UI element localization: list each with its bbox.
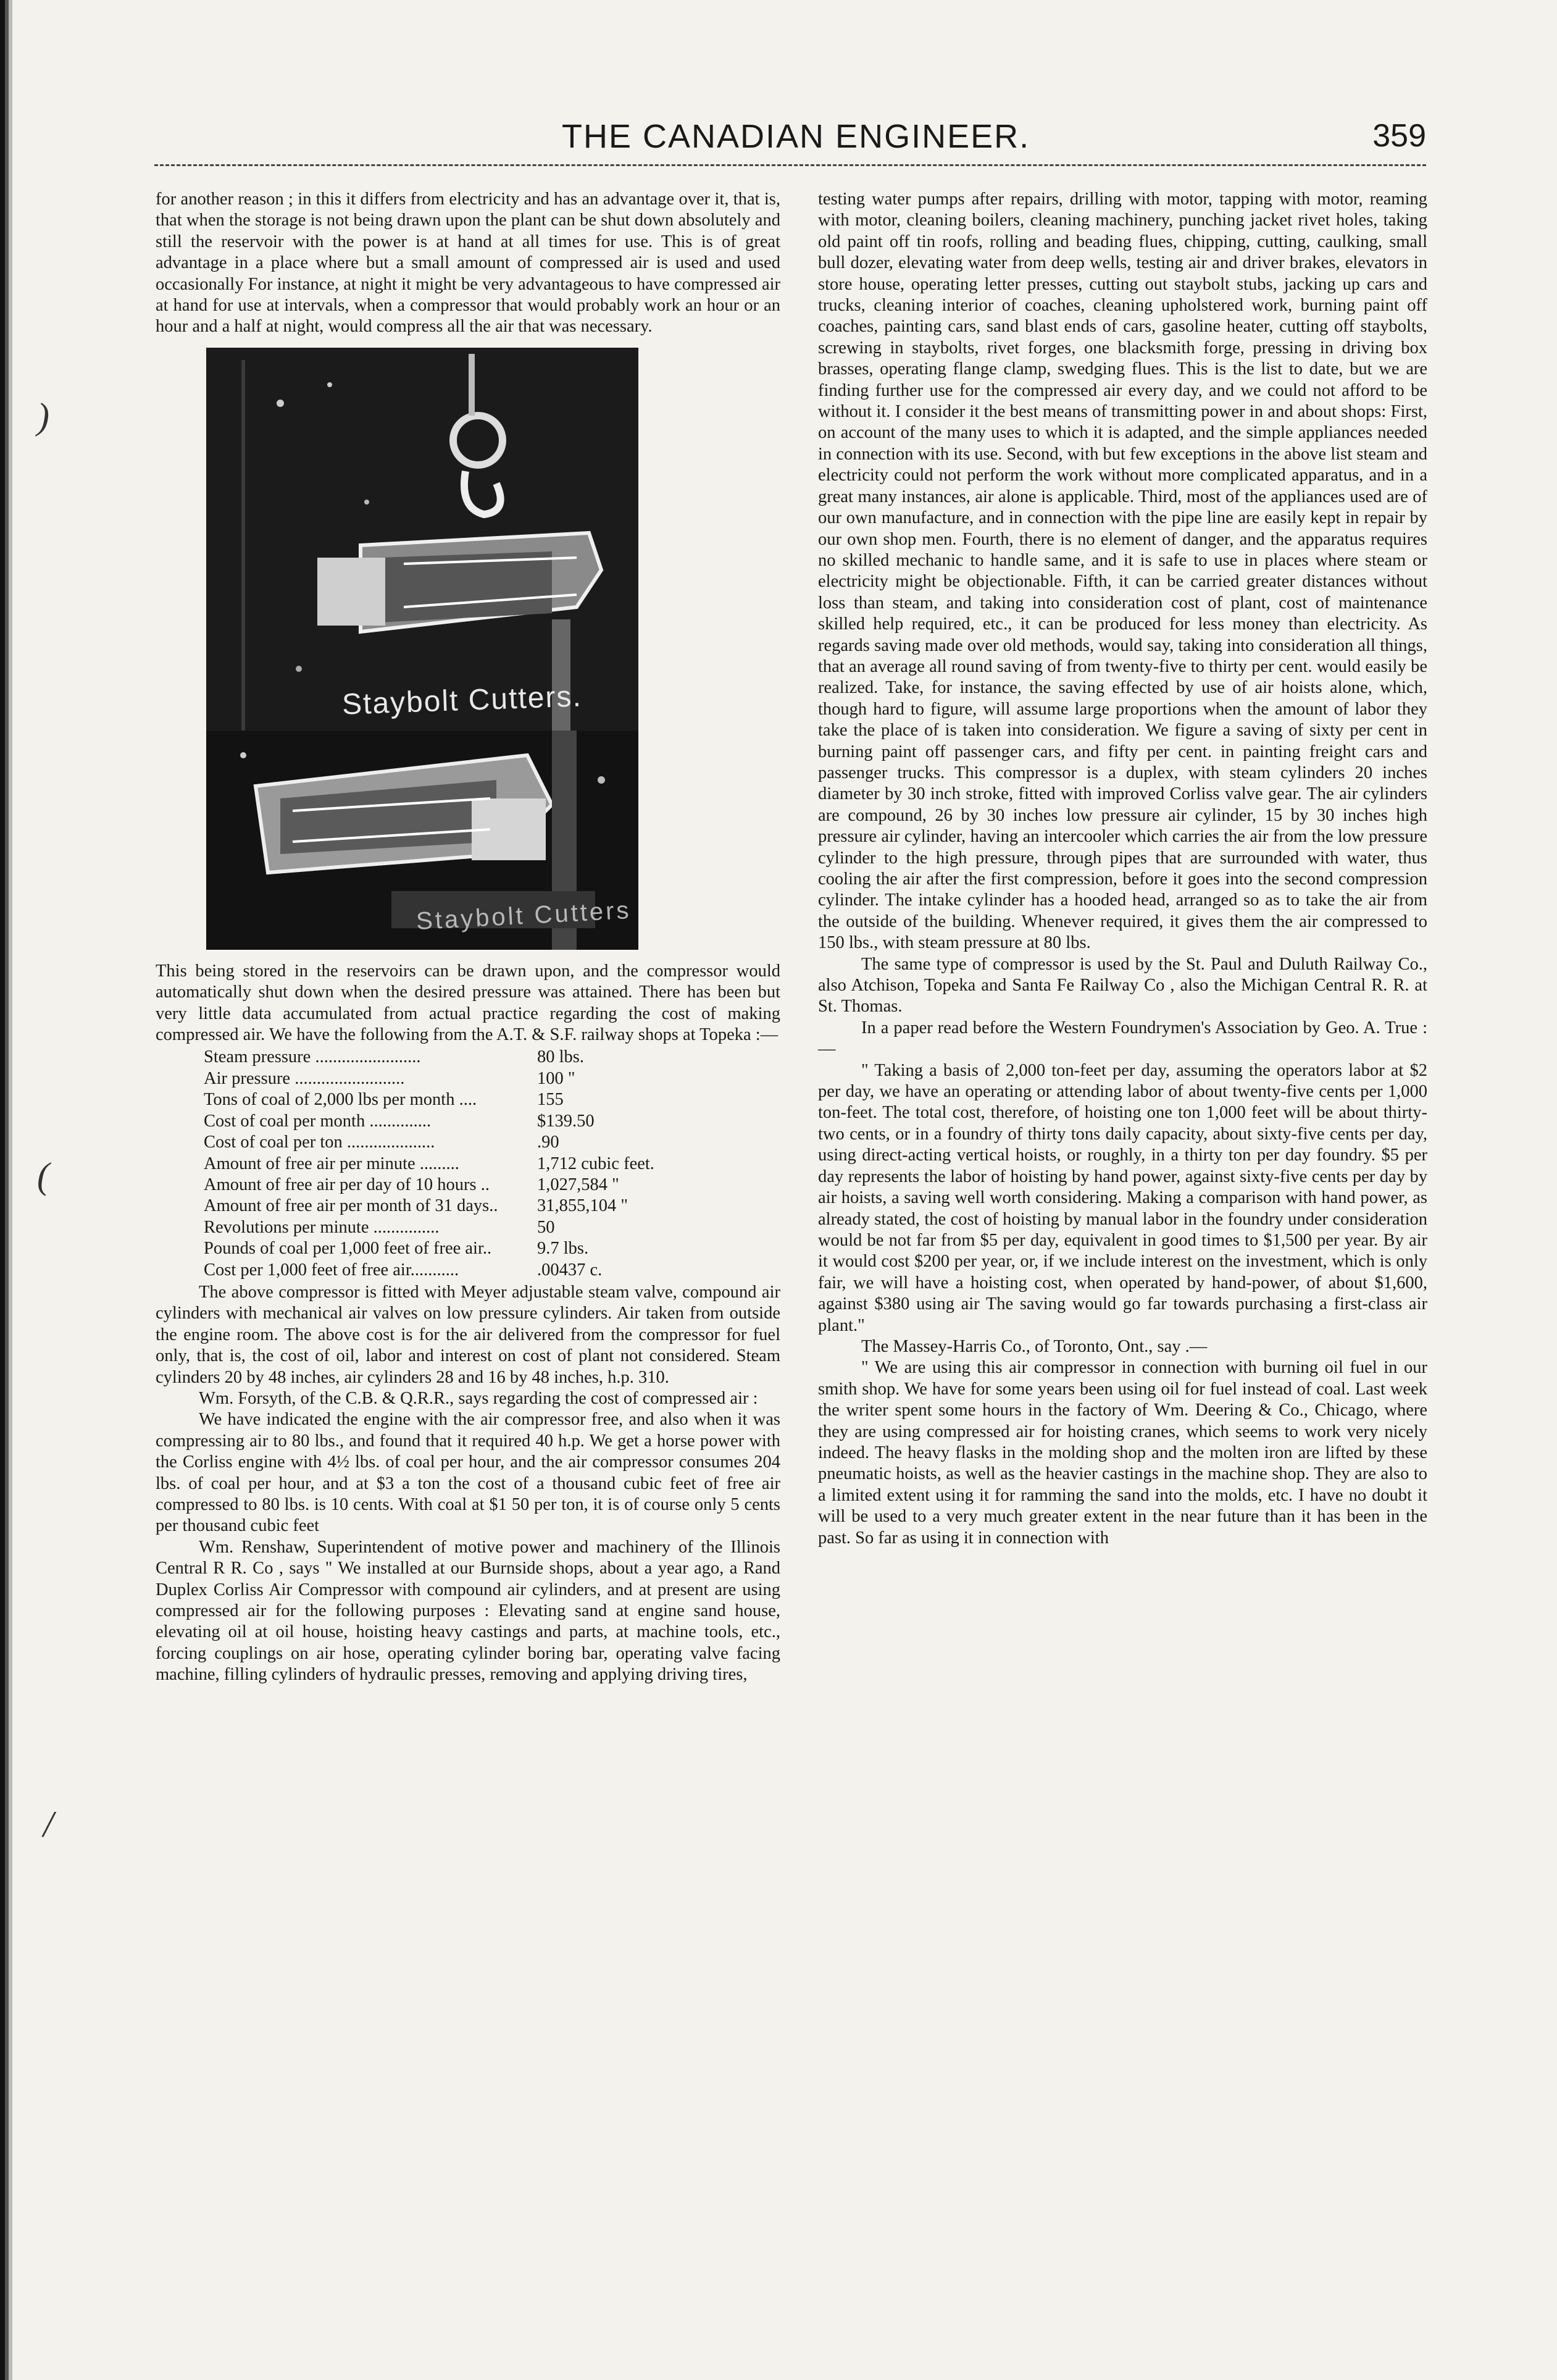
- table-row: [204, 1132, 710, 1153]
- table-cell-value: 100 ": [537, 1068, 575, 1088]
- table-row: [204, 1175, 710, 1196]
- left-column: [156, 189, 780, 1686]
- paragraph: We have indicated the engine with the air compressor free, and also when it was compressing air to 80 lbs., and found that it required 40 h.p. We get a horse power with the Corliss engine with 4½ lbs. of coal per hour, and the air compressor consumes 204 lbs. of coal per hour, and at $3 a ton the cost of a thousand cubic feet of free air compressed to 80 lbs. is 10 cents. With coal at $1 50 per ton, it is of course only 5 cents per thousand cubic feet: [156, 1410, 780, 1536]
- table-cell-label: Amount of free air per month of 31 days..: [204, 1196, 498, 1216]
- table-cell-value: 9.7 lbs.: [537, 1239, 589, 1259]
- header-rule: [154, 164, 1426, 166]
- margin-mark: (: [37, 1155, 49, 1196]
- staybolt-cutters-photo-lower: [206, 731, 638, 950]
- table-cell-value: 50: [537, 1217, 555, 1237]
- table-row: [204, 1154, 710, 1175]
- table-cell-value: 155: [537, 1090, 564, 1110]
- table-cell-value: 31,855,104 ": [537, 1196, 628, 1216]
- page-header: [154, 117, 1426, 161]
- table-row: [204, 1260, 710, 1281]
- journal-title: THE CANADIAN ENGINEER.: [562, 118, 1030, 155]
- table-cell-value: .00437 c.: [537, 1260, 603, 1280]
- photo-caption: Staybolt Cutters.: [341, 680, 583, 721]
- staybolt-cutters-photo-upper: [206, 348, 638, 731]
- table-cell-label: Amount of free air per day of 10 hours ..: [204, 1175, 490, 1194]
- table-cell-label: Cost per 1,000 feet of free air...........: [204, 1260, 459, 1280]
- paragraph: The Massey-Harris Co., of Toronto, Ont., say .—: [861, 1336, 1208, 1356]
- paragraph: The same type of compressor is used by the St. Paul and Duluth Railway Co., also Atchison, Topeka and Santa Fe Railway Co , also the Michigan Central R. R. at St. Thomas.: [818, 954, 1427, 1016]
- table-cell-label: Revolutions per minute ...............: [204, 1217, 440, 1237]
- table-cell-value: $139.50: [537, 1111, 595, 1131]
- table-cell-label: Air pressure .........................: [204, 1068, 405, 1088]
- table-cell-label: Tons of coal of 2,000 lbs per month ....: [204, 1090, 477, 1110]
- page-binding-edge: [0, 0, 19, 2380]
- paragraph: Wm. Renshaw, Superintendent of motive power and machinery of the Illinois Central R R. Co , says " We installed at our Burnside shops, about a year ago, a Rand Duplex Corliss Air Compressor with compound air cylinders, and at present are using compressed air for the following purposes : Elevating sand at engine sand house, elevating oil at oil house, hoisting heavy castings and parts, at machine tools, etc., forcing couplings on air hose, operating cylinder boring bar, operating valve facing machine, filling cylinders of hydraulic presses, removing and applying driving tires,: [156, 1537, 780, 1685]
- paragraph: The above compressor is fitted with Meyer adjustable steam valve, compound air cylinders with mechanical air valves on low pressure cylinders. Air taken from outside the engine room. The above cost is for the air delivered from the compressor for fuel only, that is, the cost of oil, labor and interest on cost of plant not considered. Steam cylinders 20 by 48 inches, air cylinders 28 and 16 by 48 inches, h.p. 310.: [156, 1282, 780, 1387]
- paragraph: for another reason ; in this it differs from electricity and has an advantage over it, that is, that when the storage is not being drawn upon the plant can be shut down absolutely and still the reservoir with the power is at hand at all times for use. This is of great advantage in a place where but a small amount of compressed air is used and used occasionally For instance, at night it might be very advantageous to have compressed air at hand for use at intervals, when a compressor that would probably work an hour or an hour and a half at night, would compress all the air that was necessary.: [156, 190, 780, 337]
- photo-caption: Staybolt Cutters: [415, 896, 632, 935]
- table-row: [204, 1068, 710, 1089]
- table-cell-value: 80 lbs.: [537, 1047, 585, 1067]
- table-cell-label: Steam pressure ........................: [204, 1047, 421, 1067]
- page-number: 359: [1372, 118, 1426, 154]
- margin-mark: /: [43, 1804, 54, 1845]
- table-row: [204, 1196, 710, 1217]
- table-cell-label: Amount of free air per minute .........: [204, 1154, 459, 1173]
- photo-image: [206, 348, 638, 731]
- table-cell-label: Cost of coal per ton ....................: [204, 1133, 435, 1152]
- table-cell-value: 1,712 cubic feet.: [537, 1154, 654, 1173]
- paragraph: " We are using this air compressor in connection with burning oil fuel in our smith shop. We have for some years been using oil for fuel instead of coal. Last week the writer spent some hours in the factory of Wm. Deering & Co., Chicago, where they are using compressed air for hoisting cranes, which seems to work very nicely indeed. The heavy flasks in the molding shop and the molten iron are lifted by these pneumatic hoists, as well as the heavier castings in the machine shop. They are also to a limited extent using it for ramming the sand into the molds, etc. I have no doubt it will be used to a very much greater extent in the near future than it has been in the past. So far as using it in connection with: [818, 1358, 1427, 1548]
- table-row: [204, 1217, 710, 1238]
- table-row: [204, 1047, 710, 1068]
- paragraph: This being stored in the reservoirs can be drawn upon, and the compressor would automatically shut down when the desired pressure was attained. There has been but very little data accumulated from actual practice regarding the cost of making compressed air. We have the following from the A.T. & S.F. railway shops at Topeka :—: [156, 961, 780, 1045]
- compressor-data-table: [204, 1047, 710, 1280]
- table-cell-label: Cost of coal per month ..............: [204, 1111, 432, 1131]
- paragraph: testing water pumps after repairs, drilling with motor, tapping with motor, reaming with motor, cleaning boilers, cleaning machinery, punching jacket rivet holes, taking old paint off tin roofs, rolling and beading flues, chipping, cutting, caulking, small bull dozer, elevating water from deep wells, testing air and driver brakes, elevators in store house, operating letter presses, cutting out staybolt stubs, jacking up cars and trucks, cleaning interior of coaches, cleaning upholstered work, burning paint off coaches, painting cars, sand blast ends of cars, gasoline heater, cutting off staybolts, screwing in staybolts, rivet forges, one blacksmith forge, pressing in driving box brasses, operating flange clamp, swedging flues. This is the list to date, but we are finding further use for the compressed air every day, and we could not afford to be without it. I consider it the best means of transmitting power in and about shops: First, on account of the many uses to which it is adapted, and the simple appliances needed in connection with its use. Second, with but few exceptions in the above list steam and electricity could not perform the work without more complicated apparatus, and in a great many instances, air alone is applicable. Third, most of the appliances used are of our own manufacture, and in connection with the pipe line are easily kept in repair by our own shop men. Fourth, there is no element of danger, and the apparatus requires no skilled mechanic to handle same, and it is safe to use in places where steam or electricity might be objectionable. Fifth, it can be carried greater distances without loss than steam, and taking into consideration cost of plant, cost of maintenance skilled help required, etc., it can be produced for less money than electricity. As regards saving made over old methods, would say, taking into consideration all things, that an average all round saving of from twenty-five to thirty per cent. would easily be realized. Take, for instance, the saving effected by use of air hoists alone, which, though hard to figure, will assume large proportions when the amount of labor they take the place of is taken into consideration. We figure a saving of sixty per cent in burning paint off passenger cars, and fifty per cent. in painting freight cars and passenger trucks. This compressor is a duplex, with steam cylinders 20 inches diameter by 30 inch stroke, fitted with improved Corliss valve gear. The air cylinders are compound, 26 by 30 inches low pressure air cylinder, 15 by 30 inches high pressure air cylinder, having an intercooler which carries the air from the low pressure cylinder to the high pressure, through pipes that are surrounded with water, thus cooling the air after the first compression, before it goes into the second compression cylinder. The intake cylinder has a hooded head, arranged so as to take the air from the outside of the building. Whenever required, it gives them the air compressed to 150 lbs., with steam pressure at 80 lbs.: [818, 190, 1428, 953]
- paragraph: " Taking a basis of 2,000 ton-feet per day, assuming the operators labor at $2 per day, we have an operating or attending labor of about twenty-five cents per 1,000 ton-feet. The total cost, therefore, of hoisting one ton 1,000 feet will be about thirty-two cents, or in a foundry of thirty tons daily capacity, about sixty-five cents per day, using direct-acting vertical hoists, or roughly, in a thirty ton per day foundry. $5 per day represents the labor of hoisting by hand power, against sixty-five cents per day by air hoists, a saving well worth considering. Making a comparison with hand power, as already stated, the cost of hoisting by manual labor in the foundry under consideration would be not far from $5 per day, equivalent in good times to $1,500 per year. By air it would cost $200 per year, or, if we include interest on the investment, which is only fair, we will have a hoisting cost, when operated by hand-power, of about $1,600, against $380 using air The saving would go far towards purchasing a first-class air plant.": [818, 1060, 1427, 1335]
- table-row: [204, 1089, 710, 1110]
- table-cell-label: Pounds of coal per 1,000 feet of free air..: [204, 1239, 492, 1259]
- table-cell-value: .90: [537, 1133, 559, 1152]
- table-row: [204, 1238, 710, 1259]
- paragraph: Wm. Forsyth, of the C.B. & Q.R.R., says regarding the cost of compressed air :: [199, 1388, 758, 1408]
- right-column: [818, 189, 1427, 1549]
- paragraph: In a paper read before the Western Foundrymen's Association by Geo. A. True :—: [818, 1018, 1427, 1059]
- table-cell-value: 1,027,584 ": [537, 1175, 619, 1194]
- table-row: [204, 1111, 710, 1132]
- margin-mark: ): [37, 396, 49, 437]
